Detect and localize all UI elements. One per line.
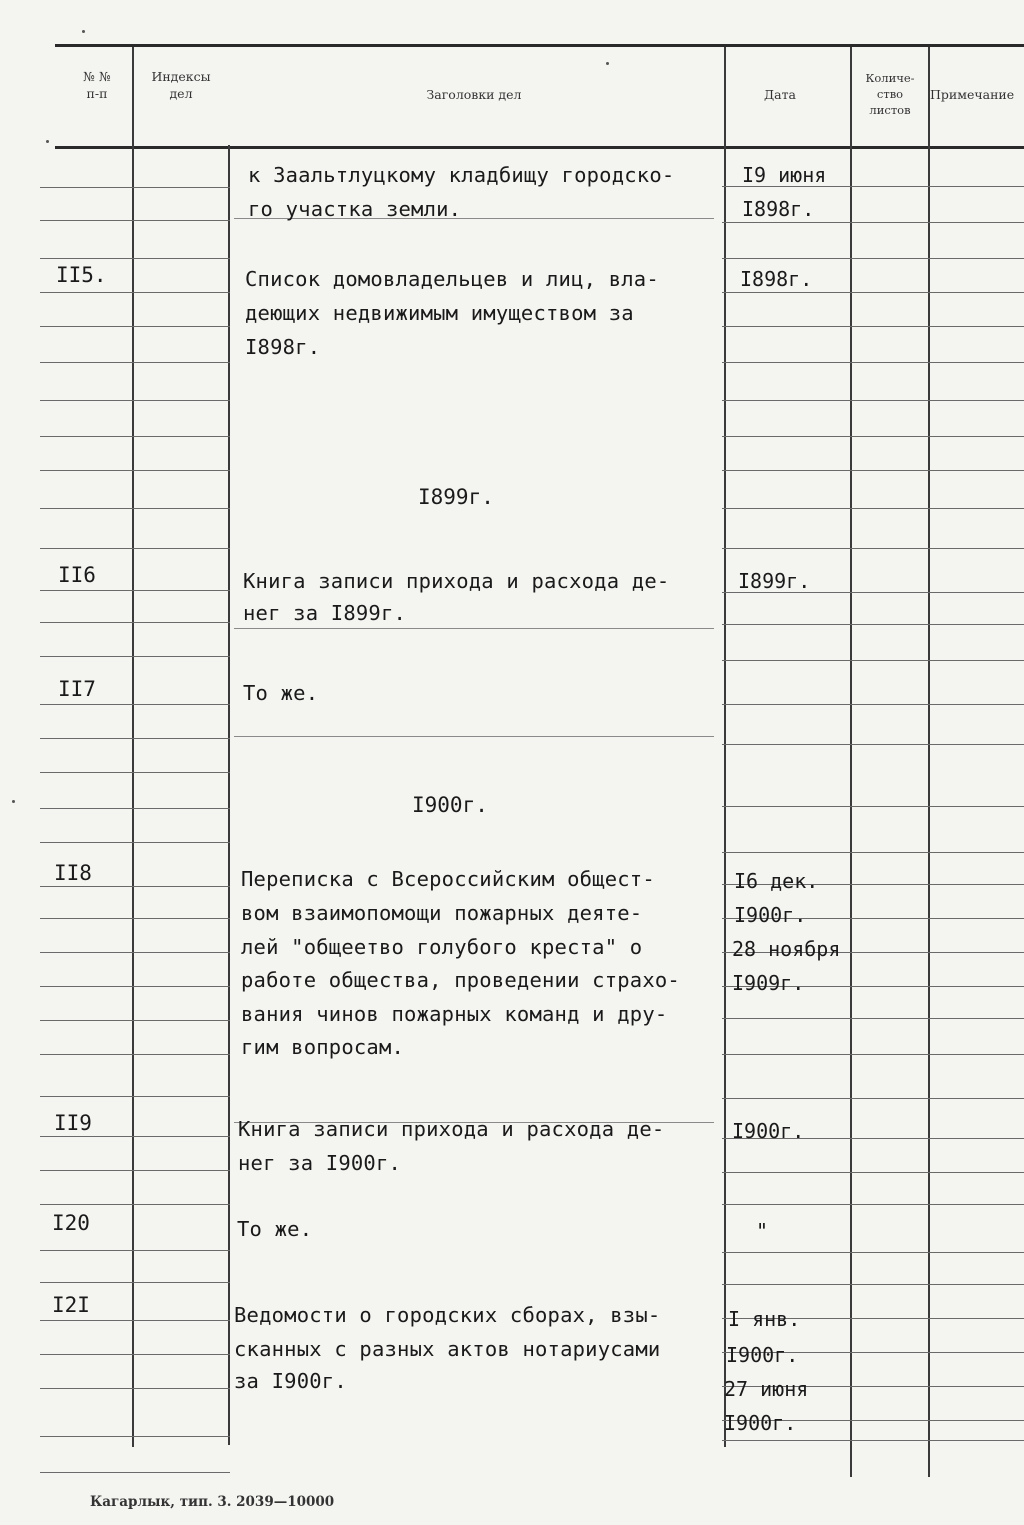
ledger-rule (234, 736, 714, 737)
ledger-rule (722, 744, 1024, 745)
ledger-rule (722, 1098, 1024, 1099)
ledger-rule (40, 1472, 230, 1473)
paper-speck (46, 140, 49, 143)
header-col-sheets: Количе- ство листов (865, 71, 915, 117)
ledger-rule (40, 508, 230, 509)
ledger-rule (40, 986, 230, 987)
entry-title-line: Книга записи прихода и расхода де- (243, 569, 670, 593)
entry-number: I20 (52, 1211, 90, 1235)
entry-date: " (756, 1219, 769, 1243)
header-col-index: Индексы дел (151, 69, 211, 101)
year-heading: I899г. (418, 485, 494, 509)
column-line (132, 47, 134, 1447)
ledger-rule (722, 326, 1024, 327)
ledger-rule (40, 1250, 230, 1251)
entry-title-line: То же. (243, 681, 319, 705)
entry-date: I6 дек. (734, 869, 819, 893)
ledger-rule (40, 1436, 230, 1437)
column-line (850, 47, 852, 1477)
entry-date: I899г. (738, 569, 811, 593)
paper-speck (12, 800, 15, 803)
ledger-rule (722, 258, 1024, 259)
header-col-title: Заголовки дел (426, 87, 522, 102)
entry-title-line: работе общества, проведении страхо- (241, 968, 680, 992)
ledger-rule (722, 704, 1024, 705)
entry-number: II9 (54, 1111, 92, 1135)
entry-title-line: гим вопросам. (241, 1035, 405, 1059)
ledger-rule (722, 1172, 1024, 1173)
ledger-rule (722, 1440, 1024, 1441)
entry-title-line: за I900г. (234, 1369, 347, 1393)
ledger-rule (40, 400, 230, 401)
ledger-rule (40, 470, 230, 471)
ledger-rule (722, 400, 1024, 401)
entry-date: I900г. (726, 1343, 799, 1367)
entry-title-line: Книга записи прихода и расхода де- (238, 1117, 665, 1141)
entry-title-line: лей "общеетво голубого креста" о (241, 935, 643, 959)
ledger-rule (40, 326, 230, 327)
header-top-rule (55, 44, 1024, 47)
entry-number: II6 (58, 563, 96, 587)
header-col-notes: Примечание (930, 87, 1015, 102)
ledger-rule (722, 1018, 1024, 1019)
ledger-rule (40, 548, 230, 549)
entry-title-line: нег за I900г. (238, 1151, 402, 1175)
ledger-rule (40, 1054, 230, 1055)
ledger-rule (722, 852, 1024, 853)
ledger-rule (40, 622, 230, 623)
ledger-rule (722, 1252, 1024, 1253)
ledger-rule (40, 187, 230, 188)
ledger-rule (722, 362, 1024, 363)
column-line (724, 47, 726, 1447)
paper-speck (606, 62, 609, 65)
entry-date: I909г. (732, 971, 805, 995)
entry-date: I9 июня (742, 163, 827, 187)
ledger-rule (40, 738, 230, 739)
entry-number: I2I (52, 1293, 90, 1317)
entry-date: I900г. (732, 1119, 805, 1143)
entry-date: I янв. (728, 1307, 801, 1331)
ledger-rule (40, 1354, 230, 1355)
ledger-rule (40, 772, 230, 773)
entry-title-line: к Заальтлуцкому кладбищу городско- (248, 163, 675, 187)
ledger-rule (722, 806, 1024, 807)
ledger-rule (40, 842, 230, 843)
ledger-rule (722, 470, 1024, 471)
entry-number: II5. (56, 263, 107, 287)
printer-imprint: Кагарлык, тип. 3. 2039—10000 (90, 1494, 335, 1510)
ledger-rule (40, 292, 230, 293)
entry-date: I900г. (724, 1411, 797, 1435)
entry-title-line: Список домовладельцев и лиц, вла- (245, 267, 659, 291)
entry-title-line: I898г. (245, 335, 321, 359)
ledger-rule (40, 918, 230, 919)
ledger-rule (40, 1282, 230, 1283)
ledger-rule (722, 624, 1024, 625)
paper-speck (82, 30, 85, 33)
ledger-rule (40, 1204, 230, 1205)
ledger-rule (40, 656, 230, 657)
entry-title-line: сканных с разных актов нотариусами (234, 1337, 661, 1361)
ledger-rule (40, 1170, 230, 1171)
header-col-number: № № п-п (83, 69, 111, 101)
ledger-rule (722, 508, 1024, 509)
header-bottom-rule (55, 146, 1024, 149)
ledger-rule (40, 362, 230, 363)
ledger-rule (40, 1020, 230, 1021)
entry-date: 27 июня (724, 1377, 809, 1401)
year-heading: I900г. (412, 793, 488, 817)
ledger-rule (722, 436, 1024, 437)
ledger-rule (40, 1388, 230, 1389)
ledger-rule (722, 660, 1024, 661)
entry-title-line: вания чинов пожарных команд и дру- (241, 1002, 668, 1026)
ledger-rule (722, 1054, 1024, 1055)
entry-date: I898г. (742, 197, 815, 221)
ledger-rule (722, 1284, 1024, 1285)
ledger-rule (40, 1096, 230, 1097)
entry-number: II8 (54, 861, 92, 885)
entry-date: I898г. (740, 267, 813, 291)
header-col-date: Дата (764, 87, 796, 102)
ledger-rule (40, 952, 230, 953)
entry-title-line: нег за I899г. (243, 601, 407, 625)
entry-number: II7 (58, 677, 96, 701)
ledger-rule (40, 436, 230, 437)
entry-title-line: Переписка с Всероссийским общест- (241, 867, 655, 891)
entry-date: I900г. (734, 903, 807, 927)
entry-title-line: То же. (237, 1217, 313, 1241)
ledger-rule (40, 808, 230, 809)
ledger-rule (722, 548, 1024, 549)
entry-date: 28 ноября (732, 937, 841, 961)
entry-title-line: вом взаимопомощи пожарных деяте- (241, 901, 643, 925)
column-line (928, 47, 930, 1477)
entry-title-line: го участка земли. (248, 197, 462, 221)
entry-title-line: деющих недвижимым имуществом за (245, 301, 634, 325)
entry-title-line: Ведомости о городских сборах, взы- (234, 1303, 661, 1327)
ledger-rule (40, 220, 230, 221)
ledger-rule (722, 1204, 1024, 1205)
